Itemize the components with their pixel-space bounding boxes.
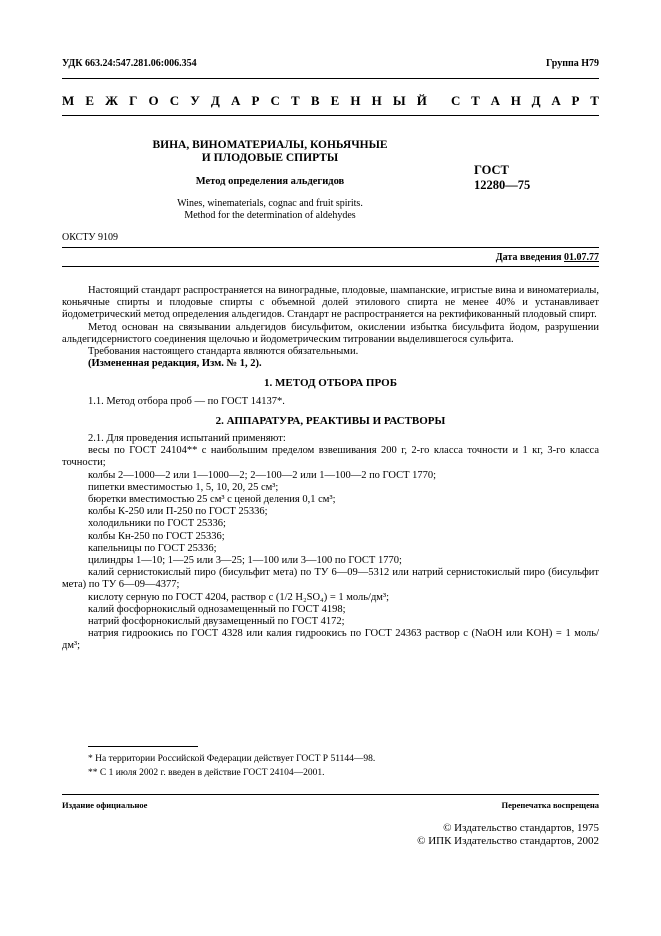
banner-letter: Н: [350, 93, 361, 108]
banner-letter: Р: [571, 93, 580, 108]
english-title-line-1: Wines, winematerials, cognac and fruit spirits.: [177, 198, 363, 209]
title-line-1: ВИНА, ВИНОМАТЕРИАЛЫ, КОНЬЯЧНЫЕ: [152, 139, 388, 151]
banner-word-right: [451, 93, 599, 109]
apparatus-list: [62, 433, 599, 653]
banner-letter: Д: [210, 93, 220, 108]
apparatus-item: холодильники по ГОСТ 25336;: [88, 518, 226, 530]
banner-letter: М: [62, 93, 75, 108]
intro-date-label: Дата введения: [495, 252, 564, 263]
apparatus-item: натрия гидроокись по ГОСТ 4328 или калия гидроокись по ГОСТ 24363 раствор с (NaOH или KOH) = 1 моль/дм³;: [62, 628, 599, 652]
banner-letter: Т: [291, 93, 300, 108]
apparatus-item: капельницы по ГОСТ 25336;: [88, 542, 217, 554]
group-code: Группа Н79: [546, 58, 599, 69]
banner-letter: С: [169, 93, 180, 108]
okstu-code: ОКСТУ 9109: [62, 232, 119, 243]
banner-letter: Т: [471, 93, 480, 108]
banner-letter: Е: [330, 93, 340, 108]
intro-paragraph: Требования настоящего стандарта являются обязательными.: [88, 346, 359, 358]
gost-designation: [474, 163, 530, 193]
apparatus-item: пипетки вместимостью 1, 5, 10, 20, 25 см³;: [88, 481, 279, 493]
apparatus-item: натрий фосфорнокислый двузамещенный по ГОСТ 4172;: [88, 616, 345, 628]
banner-letter: Й: [416, 93, 427, 108]
banner-letter: Г: [129, 93, 138, 108]
banner-letter: А: [490, 93, 500, 108]
banner-letter: Т: [590, 93, 599, 108]
banner-letter: С: [451, 93, 461, 108]
apparatus-item: цилиндры 1—10; 1—25 или 3—25; 1—100 или 3—100 по ГОСТ 1770;: [88, 555, 402, 567]
reprint-prohibited: Перепечатка воспрещена: [501, 800, 599, 810]
copyright-line: © Издательство стандартов, 1975: [443, 822, 599, 834]
apparatus-item: весы по ГОСТ 24104** с наибольшим пределом взвешивания 200 г, 2-го класса точности и 1 кг, 3-го класса точности;: [62, 445, 599, 469]
intro-date: [496, 252, 599, 263]
top-rule: [62, 78, 599, 79]
banner-letter: А: [230, 93, 241, 108]
footer-rule: [62, 794, 599, 795]
banner-letter: О: [148, 93, 159, 108]
banner-letter: Ы: [392, 93, 406, 108]
apparatus-item: калий сернистокислый пиро (бисульфит мета) по ТУ 6—09—5312 или натрий сернистокислый пиро (бисульфит мета) по ТУ 6—09—4377;: [62, 567, 599, 591]
udk-code: УДК 663.24:547.281.06:006.354: [62, 58, 197, 69]
apparatus-item: колбы Кн-250 по ГОСТ 25336;: [88, 530, 225, 542]
intro-paragraph: Настоящий стандарт распространяется на виноградные, плодовые, шампанские, игристые вина и виноматериалы, коньячные спирты и плодовые спирты с объемной долей этилового спирта не менее 40% и устанавливает йодометрический метод определения альдегидов. Стандарт не распространяется на ректификованный плодовый спирт.: [62, 285, 599, 321]
footnotes: [62, 752, 599, 780]
document-subtitle: Метод определения альдегидов: [195, 176, 345, 187]
footnote: ** С 1 июля 2002 г. введен в действие ГОСТ 24104—2001.: [88, 768, 325, 778]
section-1-paragraph: 1.1. Метод отбора проб — по ГОСТ 14137*.: [88, 395, 285, 407]
banner-letter: Д: [531, 93, 541, 108]
banner-letter: В: [310, 93, 320, 108]
copyright-line: © ИПК Издательство стандартов, 2002: [417, 835, 599, 847]
date-rule: [62, 266, 599, 267]
banner-word-left: [62, 93, 427, 109]
amendment-note: (Измененная редакция, Изм. № 1, 2).: [88, 358, 262, 370]
section-2-heading: 2. АППАРАТУРА, РЕАКТИВЫ И РАСТВОРЫ: [215, 414, 446, 427]
banner-letter: Ж: [105, 93, 119, 108]
gost-label: ГОСТ: [474, 163, 509, 177]
banner-letter: Е: [85, 93, 95, 108]
intro-paragraph: Метод основан на связывании альдегидов бисульфитом, окислении избытка бисульфита йодом, разрушении альдегидсернистого соединения щелочью и йодометрическим титровании выделившегося сульфита.: [62, 321, 599, 345]
banner-letter: Р: [251, 93, 260, 108]
section-1-heading: 1. МЕТОД ОТБОРА ПРОБ: [264, 377, 397, 390]
banner-letter: Н: [371, 93, 382, 108]
copyright: [417, 822, 599, 848]
apparatus-item: кислоту серную по ГОСТ 4204, раствор с (1/2 H₂SO₄) = 1 моль/дм³;: [88, 591, 390, 603]
apparatus-item: колбы 2—1000—2 или 1—1000—2; 2—100—2 или 1—100—2 по ГОСТ 1770;: [88, 469, 437, 481]
english-title: [100, 198, 440, 222]
apparatus-item: бюретки вместимостью 25 см³ с ценой деления 0,1 см³;: [88, 494, 336, 506]
document-title: [100, 139, 440, 165]
title-line-2: И ПЛОДОВЫЕ СПИРТЫ: [201, 152, 339, 164]
standard-banner: [62, 93, 599, 109]
footnote-rule: [88, 746, 198, 747]
english-title-line-2: Method for the determination of aldehydes: [184, 210, 356, 221]
intro-date-value: 01.07.77: [564, 252, 599, 263]
gost-number: 12280—75: [474, 178, 531, 192]
official-edition: Издание официальное: [62, 800, 148, 810]
okstu-rule: [62, 247, 599, 248]
apparatus-item: 2.1. Для проведения испытаний применяют:: [88, 433, 286, 445]
apparatus-item: колбы К-250 или П-250 по ГОСТ 25336;: [88, 506, 268, 518]
banner-letter: А: [551, 93, 561, 108]
apparatus-item: калий фосфорнокислый однозамещенный по ГОСТ 4198;: [88, 603, 346, 615]
banner-letter: Н: [510, 93, 521, 108]
banner-letter: С: [270, 93, 280, 108]
banner-rule: [62, 115, 599, 116]
banner-letter: У: [190, 93, 200, 108]
footnote: * На территории Российской Федерации действует ГОСТ Р 51144—98.: [88, 754, 376, 764]
document-body: [62, 285, 599, 653]
